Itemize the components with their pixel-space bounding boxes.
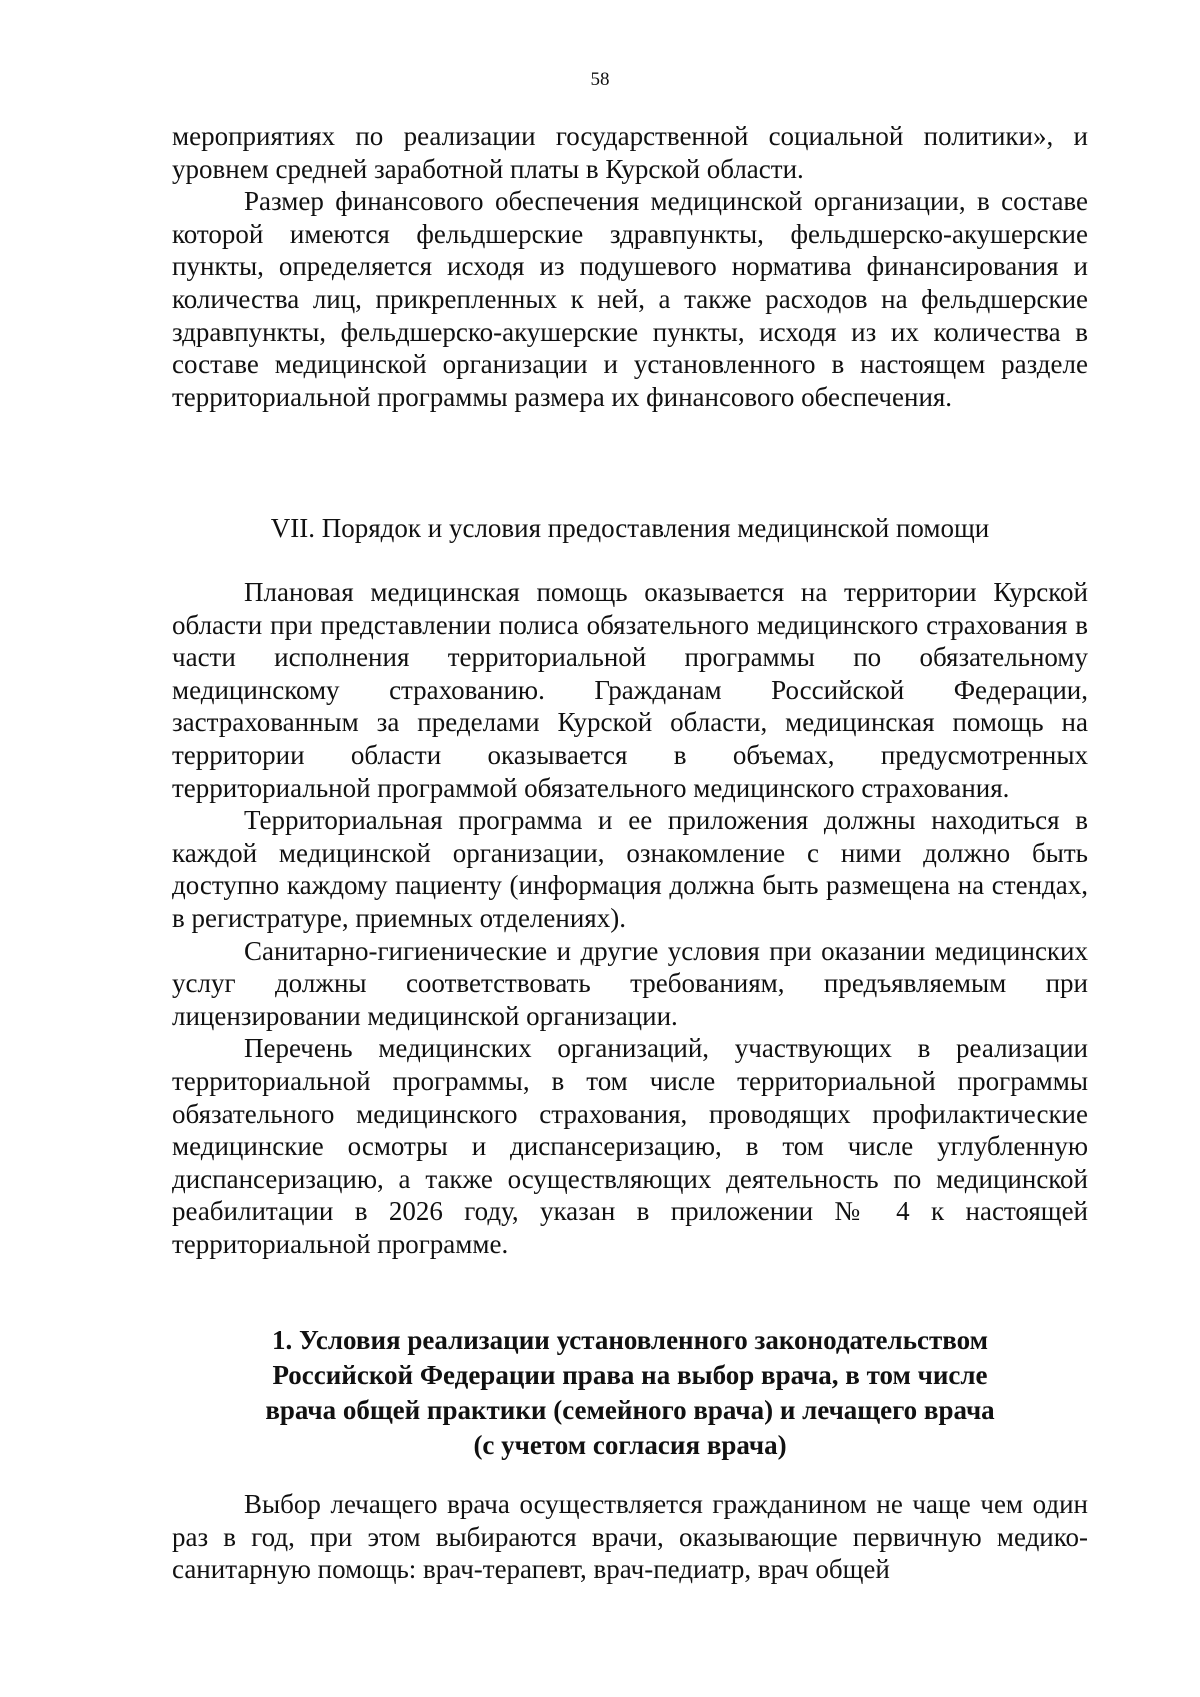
paragraph: Санитарно-гигиенические и другие условия при оказании медицинских услуг должны соответствовать требованиям, предъявляемым при лицензировании медицинской организации. [172,935,1088,1031]
text-block-conditions [172,576,1088,1260]
paragraph-continuation: мероприятиях по реализации государственной социальной политики», и уровнем средней заработной платы в Курской области. [172,121,1088,184]
subsection-title-line: 1. Условия реализации установленного законодательством [272,1325,988,1355]
text-block-financing [172,120,1088,413]
paragraph: Выбор лечащего врача осуществляется гражданином не чаще чем один раз в год, при этом выбираются врачи, оказывающие первичную медико-санитарную помощь: врач-терапевт, врач-педиатр, врач общей [172,1489,1088,1585]
subsection-title-line: (с учетом согласия врача) [473,1430,787,1460]
paragraph: Территориальная программа и ее приложения должны находиться в каждой медицинской организации, ознакомление с ними должно быть доступно каждому пациенту (информация должна быть размещена на стендах, в регистратуре, приемных отделениях). [172,805,1088,933]
subsection-title-line: Российской Федерации права на выбор врача, в том числе [272,1360,988,1390]
subsection-title-line: врача общей практики (семейного врача) и лечащего врача [265,1395,995,1425]
paragraph: Плановая медицинская помощь оказывается на территории Курской области при представлении полиса обязательного медицинского страхования в части исполнения территориальной программы по обязательному медицинскому страхованию. Гражданам Российской Федерации, застрахованным за пределами Курской области, медицинская помощь на территории области оказывается в объемах, предусмотренных территориальной программой обязательного медицинского страхования. [172,577,1088,803]
subsection-title [172,1323,1088,1463]
page-number: 58 [590,69,610,90]
text-block-doctor-choice [172,1488,1088,1586]
paragraph: Перечень медицинских организаций, участвующих в реализации территориальной программы, в том числе территориальной программы обязательного медицинского страхования, проводящих профилактические медицинские осмотры и диспансеризацию, в том числе углубленную диспансеризацию, а также осуществляющих деятельность по медицинской реабилитации в 2026 году, указан в приложении № 4 к настоящей территориальной программе. [172,1033,1088,1259]
paragraph: Размер финансового обеспечения медицинской организации, в составе которой имеются фельдшерские здравпункты, фельдшерско-акушерские пункты, определяется исходя из подушевого норматива финансирования и количества лиц, прикрепленных к ней, а также расходов на фельдшерские здравпункты, фельдшерско-акушерские пункты, исходя из их количества в составе медицинской организации и установленного в настоящем разделе территориальной программы размера их финансового обеспечения. [172,186,1088,412]
section-title: VII. Порядок и условия предоставления медицинской помощи [270,513,990,543]
